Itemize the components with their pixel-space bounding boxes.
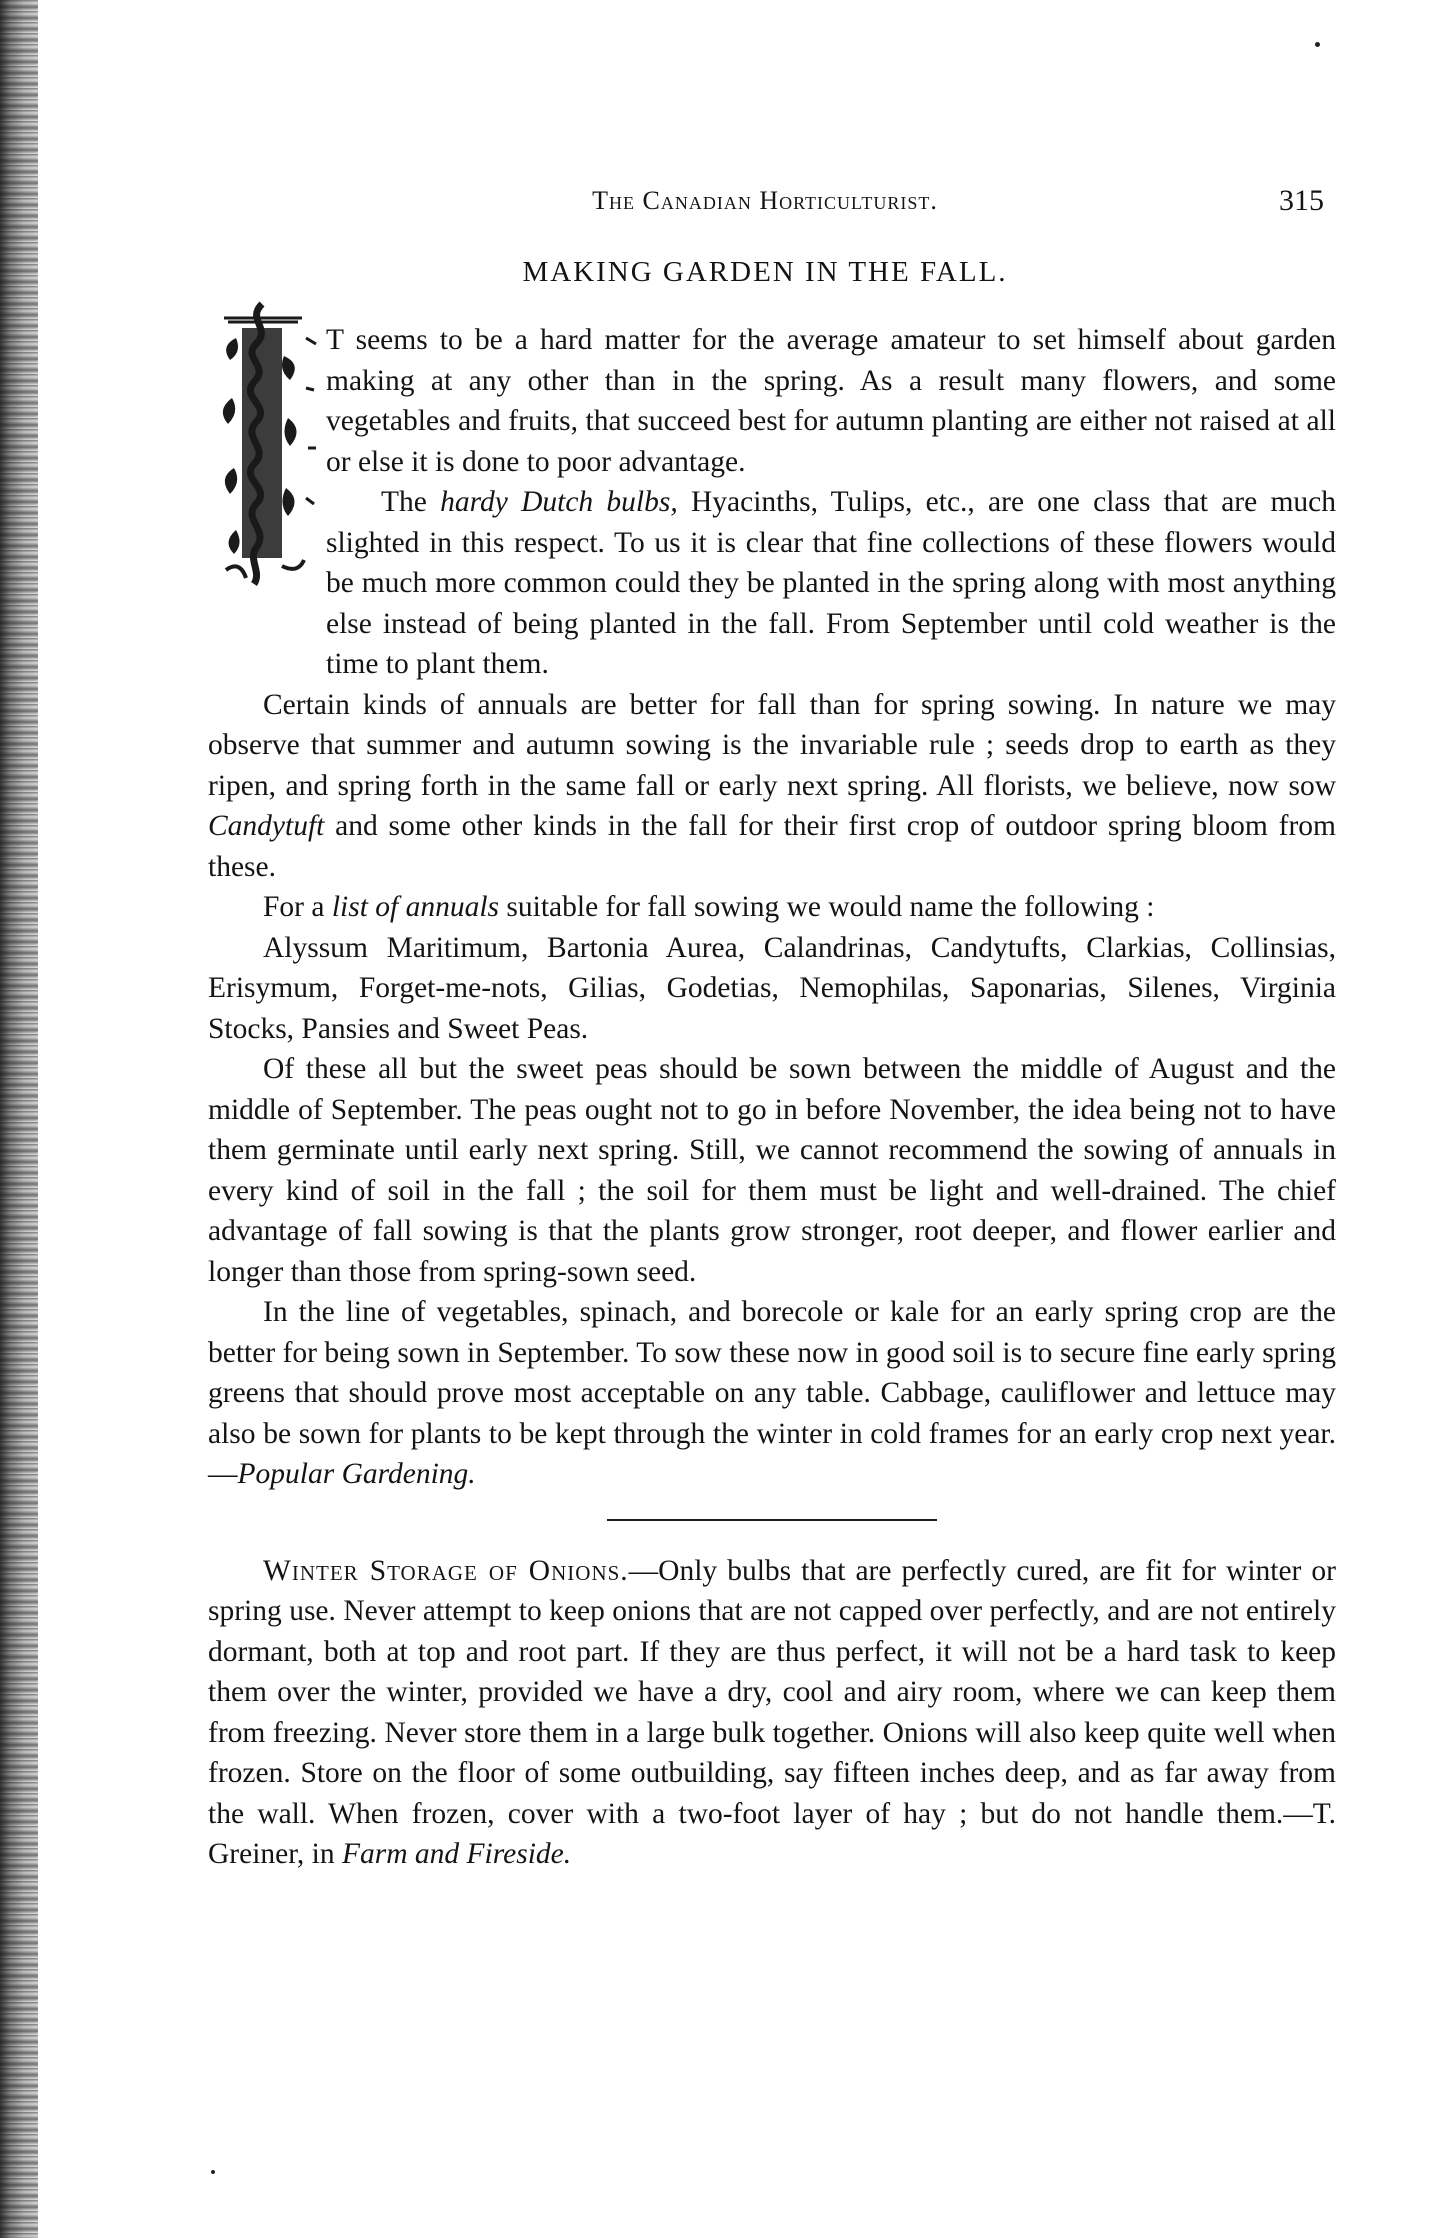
emphasis-farm-and-fireside: Farm and Fireside. [341,1838,572,1870]
binding-edge [0,0,38,2238]
emphasis-candytuft: Candytuft [208,810,325,842]
ink-speck [1315,42,1320,47]
paragraph-vegetables: In the line of vegetables, spinach, and borecole or kale for an early spring crop are the better for being sown in September. To sow these now in good soil is to secure fine early spring greens that should prove most acceptable on any table. Cabbage, cauliflower and lettuce may also be sown for plants to be kept through the winter in cold frames for an early crop next year.—Popular Gardening. [208,1296,1336,1490]
paragraph-winter-storage-onions: Winter Storage of Onions.—Only bulbs that are perfectly cured, are fit for winter or spring use. Never attempt to keep onions that are not capped over perfectly, and are not entirely dormant, both at top and root part. If they are thus perfect, it will not be a hard task to keep them over the winter, provided we have a dry, cool and airy room, where we can keep them from freezing. Never store them in a large bulk together. Onions will also keep quite well when frozen. Store on the floor of some outbuilding, say fifteen inches deep, and as far away from the wall. When frozen, cover with a two-foot layer of hay ; but do not handle them.—T. Greiner, in Farm and Fireside. [208,1554,1336,1870]
ink-speck [211,2170,215,2174]
emphasis-hardy-dutch-bulbs: hardy Dutch bulbs, [440,486,678,518]
section-divider [607,1519,937,1521]
article-body [208,320,1336,1875]
paragraph-flower-names: Alyssum Maritimum, Bartonia Aurea, Calandrinas, Candytufts, Clarkias, Collinsias, Erisymum, Forget-me-nots, Gilias, Godetias, Nemophilas, Saponarias, Silenes, Virginia Stocks, Pansies and Sweet Peas. [208,931,1336,1045]
emphasis-list-of-annuals: list of annuals [331,891,500,923]
paragraph-annuals: Certain kinds of annuals are better for fall than for spring sowing. In nature we may observe that summer and autumn sowing is the invariable rule ; seeds drop to earth as they ripen, and spring forth in the same fall or early next spring. All florists, we believe, now sow Candytuft and some other kinds in the fall for their first crop of outdoor spring bloom from these. [208,688,1336,883]
page-number: 315 [1279,184,1324,217]
paragraph-list-intro: For a list of annuals suitable for fall sowing we would name the following : [263,891,1155,923]
onions-heading: Winter Storage of Onions. [263,1554,629,1587]
paragraph-sweet-peas: Of these all but the sweet peas should be sown between the middle of August and the middle of September. The peas ought not to go in before November, the idea being not to have them germinate until early next spring. Still, we cannot recommend the sowing of annuals in every kind of soil in the fall ; the soil for them must be light and well-drained. The chief advantage of fall sowing is that the plants grow stronger, root deeper, and flower earlier and longer than those from spring-sown seed. [208,1053,1336,1288]
article-title: MAKING GARDEN IN THE FALL. [522,256,1008,288]
emphasis-popular-gardening: Popular Gardening. [237,1458,476,1490]
paragraph-intro: T seems to be a hard matter for the average amateur to set himself about garden making at any other than in the spring. As a result many flowers, and some vegetables and fruits, that succeed best for autumn planting are either not raised at all or else it is done to poor advantage. [326,324,1336,478]
running-title: The Canadian Horticulturist. [592,186,938,215]
running-head [206,186,1324,226]
paragraph-dutch-bulbs: The hardy Dutch bulbs, Hyacinths, Tulips, etc., are one class that are much slighted in this respect. To us it is clear that fine collections of these flowers would be much more common could they be planted in the spring along with most anything else instead of being planted in the fall. From September until cold weather is the time to plant them. [326,486,1336,680]
